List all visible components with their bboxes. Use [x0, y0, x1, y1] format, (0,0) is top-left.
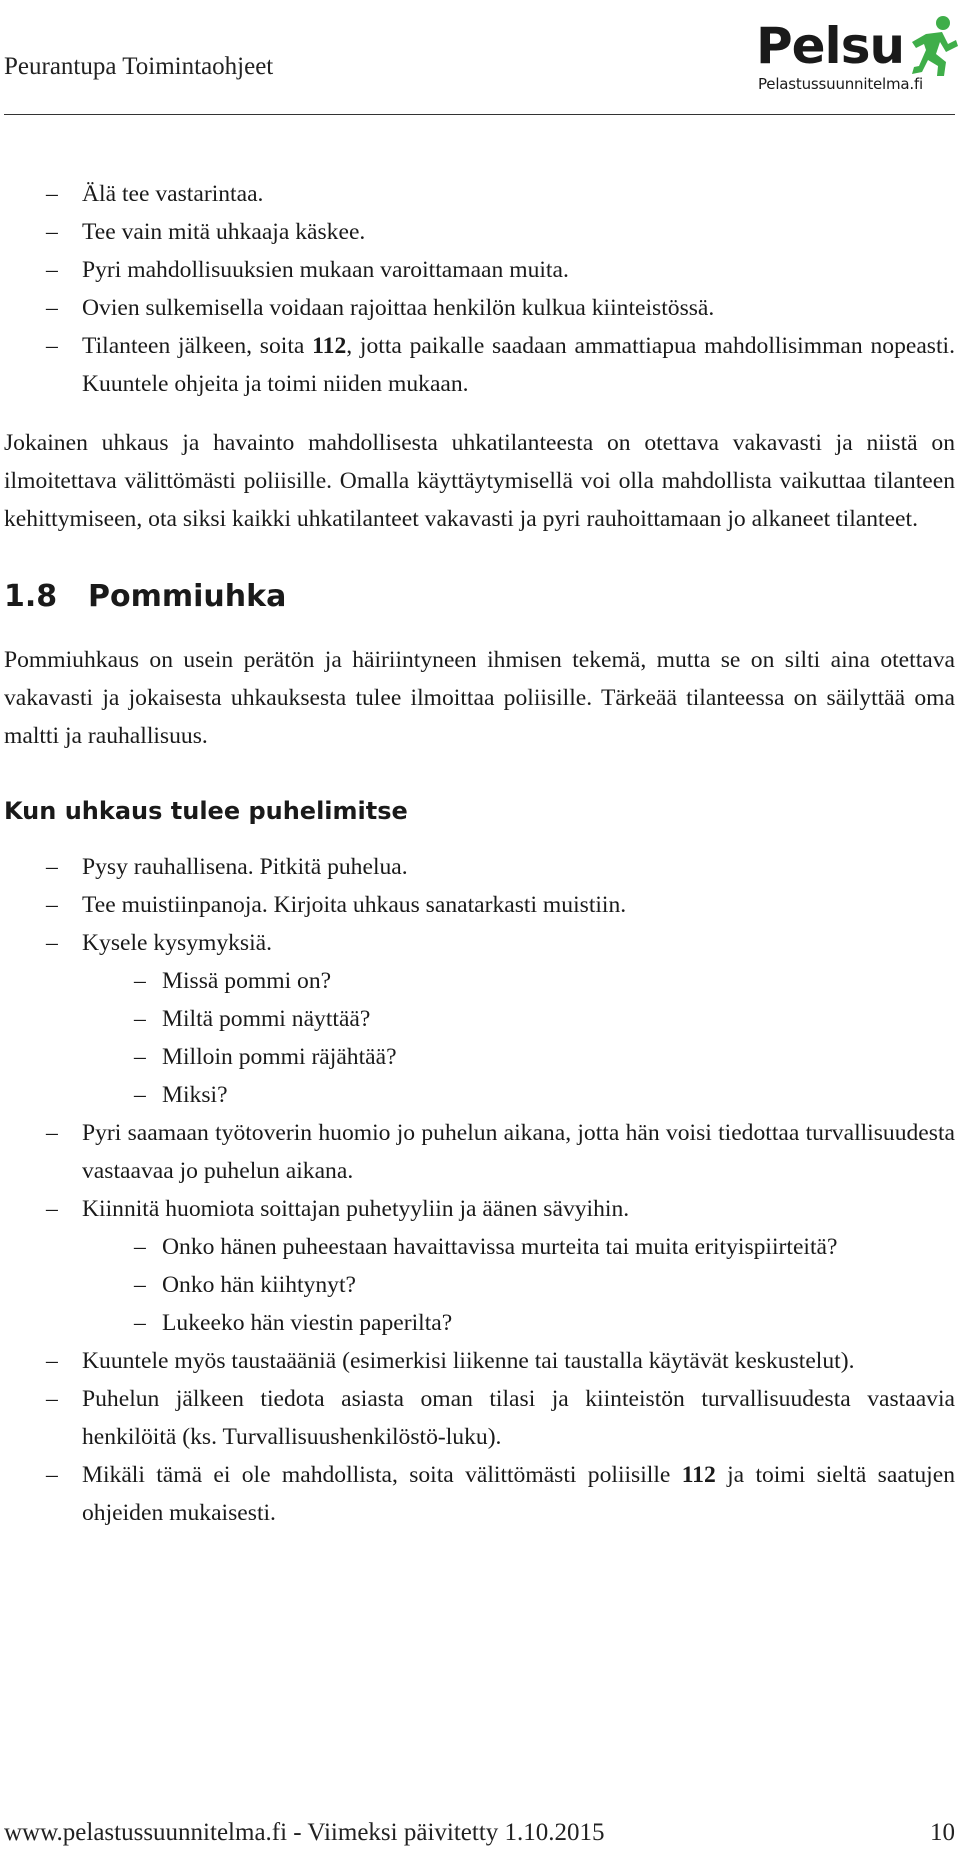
phone-threat-list — [4, 848, 955, 1532]
list-item — [4, 924, 955, 1114]
list-item-text: Kysele kysymyksiä. — [82, 930, 273, 956]
instruction-list — [4, 175, 955, 403]
logo-wordmark: Pelsu — [756, 17, 905, 75]
header-title: Peurantupa Toimintaohjeet — [4, 53, 274, 80]
page-content — [4, 175, 955, 1532]
list-item: – Tee muistiinpanoja. Kirjoita uhkaus sanatarkasti muistiin. — [4, 886, 955, 924]
list-item-text: Mikäli tämä ei ole mahdollista, soita välittömästi poliisille — [82, 1462, 682, 1488]
sub-list-item: – Missä pommi on? — [84, 962, 955, 1000]
sub-list-item: – Milloin pommi räjähtää? — [84, 1038, 955, 1076]
sub-list-item: – Lukeeko hän viestin paperilta? — [84, 1304, 955, 1342]
list-item: – Pysy rauhallisena. Pitkitä puhelua. — [4, 848, 955, 886]
page-number: 10 — [930, 1819, 955, 1846]
list-item — [4, 1190, 955, 1342]
list-item: – Tee vain mitä uhkaaja käskee. — [4, 213, 955, 251]
list-item — [4, 327, 955, 403]
pelsu-logo — [756, 14, 960, 100]
section-number: 1.8 — [4, 579, 58, 614]
list-item-text: , jotta paikalle saadaan ammattiapua mahdollisimman nopeasti. Kuuntele ohjeita ja toimi niiden mukaan. — [82, 333, 955, 397]
list-item: – Älä tee vastarintaa. — [4, 175, 955, 213]
logo-subtext: Pelastussuunnitelma.fi — [758, 75, 924, 93]
list-item-text: ja toimi sieltä saatujen ohjeiden mukaisesti. — [82, 1462, 955, 1526]
list-item: – Pyri mahdollisuuksien mukaan varoittamaan muita. — [4, 251, 955, 289]
sub-list — [4, 1228, 955, 1342]
sub-list-item: – Onko hänen puheestaan havaittavissa murteita tai muita erityispiirteitä? — [84, 1228, 955, 1266]
sub-list — [4, 962, 955, 1114]
sub-list-item: – Onko hän kiihtynyt? — [84, 1266, 955, 1304]
list-item: – Kuuntele myös taustaääniä (esimerkisi liikenne tai taustalla käytävät keskustelut). — [4, 1342, 955, 1380]
paragraph: Pommiuhkaus on usein perätön ja häiriintyneen ihmisen tekemä, mutta se on silti aina otettava vakavasti ja jokaisesta uhkauksesta tulee ilmoittaa poliisille. Tärkeää tilanteessa on säilyttää oma maltti ja rauhallisuus. — [4, 647, 955, 749]
list-item: – Puhelun jälkeen tiedota asiasta oman tilasi ja kiinteistön turvallisuudesta vastaavia henkilöitä (ks. Turvallisuushenkilöstö-luku). — [4, 1380, 955, 1456]
list-item — [4, 1456, 955, 1532]
list-item-text: Kiinnitä huomiota soittajan puhetyyliin ja äänen sävyihin. — [82, 1196, 630, 1222]
subheading: Kun uhkaus tulee puhelimitse — [4, 797, 408, 825]
emergency-number: 112 — [312, 333, 347, 359]
emergency-number: 112 — [681, 1462, 716, 1488]
list-item: – Pyri saamaan työtoverin huomio jo puhelun aikana, jotta hän voisi tiedottaa turvallisuudesta vastaavaa jo puhelun aikana. — [4, 1114, 955, 1190]
list-item: – Ovien sulkemisella voidaan rajoittaa henkilön kulkua kiinteistössä. — [4, 289, 955, 327]
sub-list-item: – Miltä pommi näyttää? — [84, 1000, 955, 1038]
section-heading — [4, 577, 955, 617]
section-title: Pommiuhka — [88, 579, 287, 614]
paragraph: Jokainen uhkaus ja havainto mahdollisesta uhkatilanteesta on otettava vakavasti ja niistä on ilmoitettava välittömästi poliisille. Omalla käyttäytymisellä voi olla mahdollista vaikuttaa tilanteen kehittymiseen, ota siksi kaikki uhkatilanteet vakavasti ja pyri rauhoittamaan jo alkaneet tilanteet. — [4, 430, 955, 532]
running-person-icon — [904, 14, 958, 76]
header-divider — [4, 114, 955, 115]
list-item-text: Tilanteen jälkeen, soita — [82, 333, 313, 359]
footer-url-date: www.pelastussuunnitelma.fi - Viimeksi päivitetty 1.10.2015 — [4, 1819, 605, 1846]
sub-list-item: – Miksi? — [84, 1076, 955, 1114]
